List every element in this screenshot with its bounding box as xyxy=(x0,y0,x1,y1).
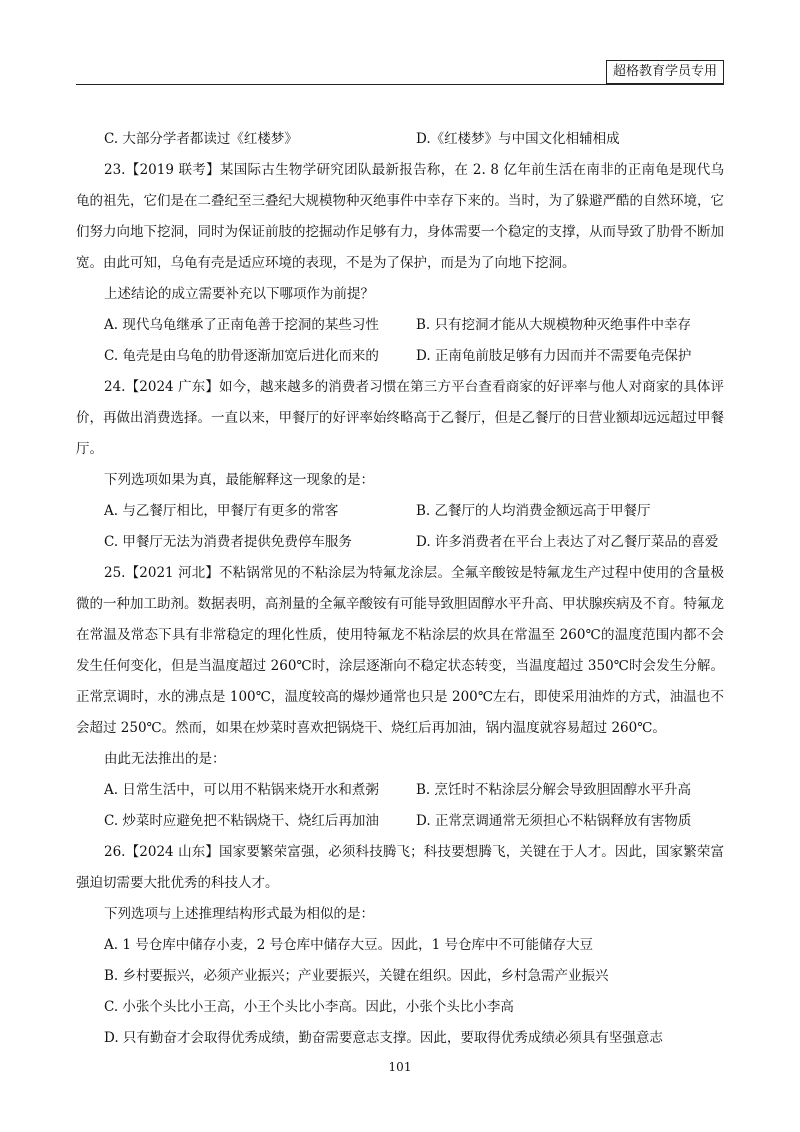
q24-options-row-2 xyxy=(76,527,724,558)
q24-stem-text: 如今，越来越多的消费者习惯在第三方平台查看商家的好评率与他人对商家的具体评价，再做出消费选择。一直以来，甲餐厅的好评率始终略高于乙餐厅，但是乙餐厅的日营业额却远远超过甲餐厅。 xyxy=(76,379,724,457)
q25-option-d: D. 正常烹调通常无须担心不粘锅释放有害物质 xyxy=(416,813,692,829)
q23-option-d: D. 正南龟前肢足够有力因而并不需要龟壳保护 xyxy=(416,348,692,364)
q26-stem xyxy=(76,837,724,899)
q23-option-c: C. 龟壳是由乌龟的肋骨逐渐加宽后进化而来的 xyxy=(104,348,379,364)
page-content xyxy=(76,124,724,1054)
q25-options-row-2 xyxy=(76,806,724,837)
q25-option-a: A. 日常生活中，可以用不粘锅来烧开水和煮粥 xyxy=(104,782,379,798)
q24-option-c: C. 甲餐厅无法为消费者提供免费停车服务 xyxy=(104,534,352,550)
q23-option-b: B. 只有挖洞才能从大规模物种灭绝事件中幸存 xyxy=(416,317,692,333)
q25-stem-text: 不粘锅常见的不粘涂层为特氟龙涂层。全氟辛酸铵是特氟龙生产过程中使用的含量极微的一种加工助剂。数据表明，高剂量的全氟辛酸铵有可能导致胆固醇水平升高、甲状腺疾病及不育。特氟龙在常温及常态下具有非常稳定的理化性质，使用特氟龙不粘涂层的炊具在常温至 260℃的温度范围内都不会发生任何变化，但是当温度超过 260℃时，涂层逐渐向不稳定状态转变，当温度超过 350℃时会发生分解。正常烹调时，水的沸点是 100℃，温度较高的爆炒通常也只是 200℃左右，即使采用油炸的方式，油温也不会超过 250℃。然而，如果在炒菜时喜欢把锅烧干、烧红后再加油，锅内温度就容易超过 260℃。 xyxy=(76,565,724,736)
q24-options-row-1 xyxy=(76,496,724,527)
q22-option-c: C. 大部分学者都读过《红楼梦》 xyxy=(104,131,298,147)
page-number: 101 xyxy=(388,1060,412,1074)
q24-stem xyxy=(76,372,724,465)
q23-options-row-1 xyxy=(76,310,724,341)
q22-option-d: D.《红楼梦》与中国文化相辅相成 xyxy=(416,131,620,147)
q25-prompt: 由此无法推出的是： xyxy=(104,751,226,767)
q25-option-c: C. 炒菜时应避免把不粘锅烧干、烧红后再加油 xyxy=(104,813,379,829)
q24-number: 24.【2024 广东】 xyxy=(104,379,220,395)
q23-stem xyxy=(76,155,724,279)
header-label: 超格教育学员专用 xyxy=(606,60,724,84)
q26-number: 26.【2024 山东】 xyxy=(104,844,220,860)
q23-number: 23.【2019 联考】 xyxy=(104,162,220,178)
q26-stem-text: 国家要繁荣富强，必须科技腾飞；科技要想腾飞，关键在于人才。因此，国家繁荣富强迫切需要大批优秀的科技人才。 xyxy=(76,844,724,891)
q26-prompt: 下列选项与上述推理结构形式最为相似的是： xyxy=(104,906,374,922)
q23-options-row-2 xyxy=(76,341,724,372)
q24-prompt: 下列选项如果为真，最能解释这一现象的是： xyxy=(104,472,374,488)
q26-option-d: D. 只有勤奋才会取得优秀成绩，勤奋需要意志支撑。因此，要取得优秀成绩必须具有坚强意志 xyxy=(104,1030,663,1046)
q26-option-b: B. 乡村要振兴，必须产业振兴；产业要振兴，关键在组织。因此，乡村急需产业振兴 xyxy=(104,968,609,984)
q25-options-row-1 xyxy=(76,775,724,806)
q24-option-a: A. 与乙餐厅相比，甲餐厅有更多的常客 xyxy=(104,503,339,519)
q24-option-b: B. 乙餐厅的人均消费金额远高于甲餐厅 xyxy=(416,503,651,519)
q26-option-a: A. 1 号仓库中储存小麦，2 号仓库中储存大豆。因此，1 号仓库中不可能储存大豆 xyxy=(104,937,593,953)
q22-options-row xyxy=(76,124,724,155)
q25-number: 25.【2021 河北】 xyxy=(104,565,220,581)
q26-option-c: C. 小张个头比小王高，小王个头比小李高。因此，小张个头比小李高 xyxy=(104,999,514,1015)
q23-option-a: A. 现代乌龟继承了正南龟善于挖洞的某些习性 xyxy=(104,317,379,333)
q25-stem xyxy=(76,558,724,744)
q25-option-b: B. 烹饪时不粘涂层分解会导致胆固醇水平升高 xyxy=(416,782,692,798)
q24-option-d: D. 许多消费者在平台上表达了对乙餐厅菜品的喜爱 xyxy=(416,534,719,550)
header-rule xyxy=(76,84,724,85)
q23-prompt: 上述结论的成立需要补充以下哪项作为前提？ xyxy=(104,286,374,302)
q23-stem-text: 某国际古生物学研究团队最新报告称，在 2. 8 亿年前生活在南非的正南龟是现代乌龟的祖先，它们是在二叠纪至三叠纪大规模物种灭绝事件中幸存下来的。当时，为了躲避严酷的自然环境，它们努力向地下挖洞，同时为保证前肢的挖掘动作足够有力，身体需要一个稳定的支撑，从而导致了肋骨不断加宽。由此可知，乌龟有壳是适应环境的表现，不是为了保护，而是为了向地下挖洞。 xyxy=(76,162,725,271)
